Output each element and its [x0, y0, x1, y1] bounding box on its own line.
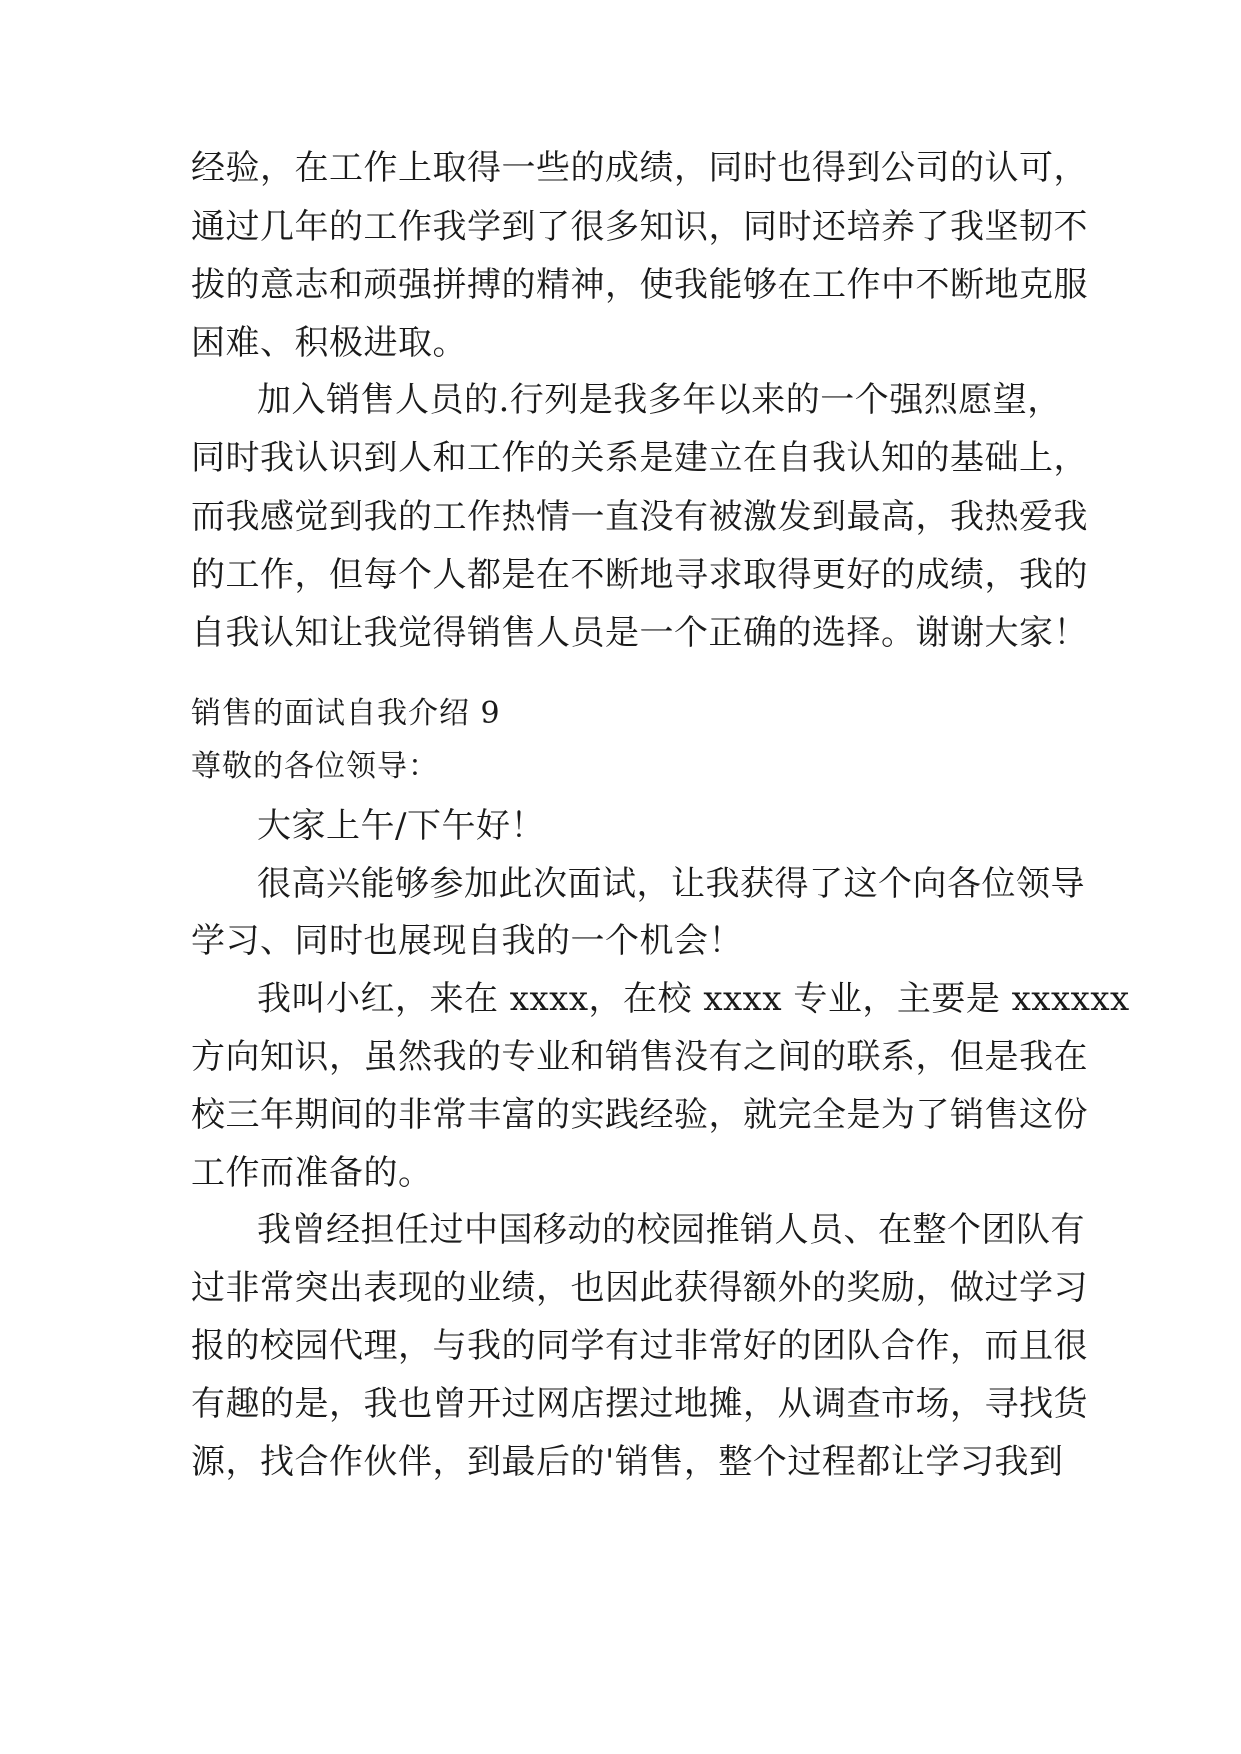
text-line: 源，找合作伙伴，到最后的'销售，整个过程都让学习我到: [191, 1442, 1064, 1482]
text-line: 我曾经担任过中国移动的校园推销人员、在整个团队有: [257, 1210, 1085, 1250]
text-line: 有趣的是，我也曾开过网店摆过地摊，从调查市场，寻找货: [191, 1384, 1088, 1424]
text-line: 报的校园代理，与我的同学有过非常好的团队合作，而且很: [191, 1326, 1088, 1366]
text-line: 很高兴能够参加此次面试，让我获得了这个向各位领导: [257, 864, 1085, 904]
text-line: 的工作，但每个人都是在不断地寻求取得更好的成绩，我的: [191, 555, 1088, 595]
text-line: 通过几年的工作我学到了很多知识，同时还培养了我坚韧不: [191, 207, 1088, 247]
text-line: 我叫小红，来在 xxxx，在校 xxxx 专业，主要是 xxxxxx: [257, 979, 1130, 1019]
text-line: 校三年期间的非常丰富的实践经验，就完全是为了销售这份: [191, 1095, 1088, 1135]
greeting-line: 大家上午/下午好！: [257, 806, 545, 846]
text-line: 而我感觉到我的工作热情一直没有被激发到最高，我热爱我: [191, 497, 1088, 537]
text-line: 学习、同时也展现自我的一个机会！: [191, 921, 743, 961]
text-line: 过非常突出表现的业绩，也因此获得额外的奖励，做过学习: [191, 1268, 1088, 1308]
text-line: 困难、积极进取。: [191, 323, 467, 363]
section-title: 销售的面试自我介绍 9: [191, 696, 501, 731]
salutation: 尊敬的各位领导：: [191, 749, 439, 784]
text-line: 自我认知让我觉得销售人员是一个正确的选择。谢谢大家！: [191, 613, 1088, 653]
text-line: 同时我认识到人和工作的关系是建立在自我认知的基础上，: [191, 438, 1088, 478]
text-line: 方向知识，虽然我的专业和销售没有之间的联系，但是我在: [191, 1037, 1088, 1077]
text-line: 工作而准备的。: [191, 1153, 433, 1193]
text-line: 经验，在工作上取得一些的成绩，同时也得到公司的认可，: [191, 148, 1088, 188]
text-line: 拔的意志和顽强拼搏的精神，使我能够在工作中不断地克服: [191, 265, 1088, 305]
text-line: 加入销售人员的.行列是我多年以来的一个强烈愿望，: [257, 380, 1062, 420]
